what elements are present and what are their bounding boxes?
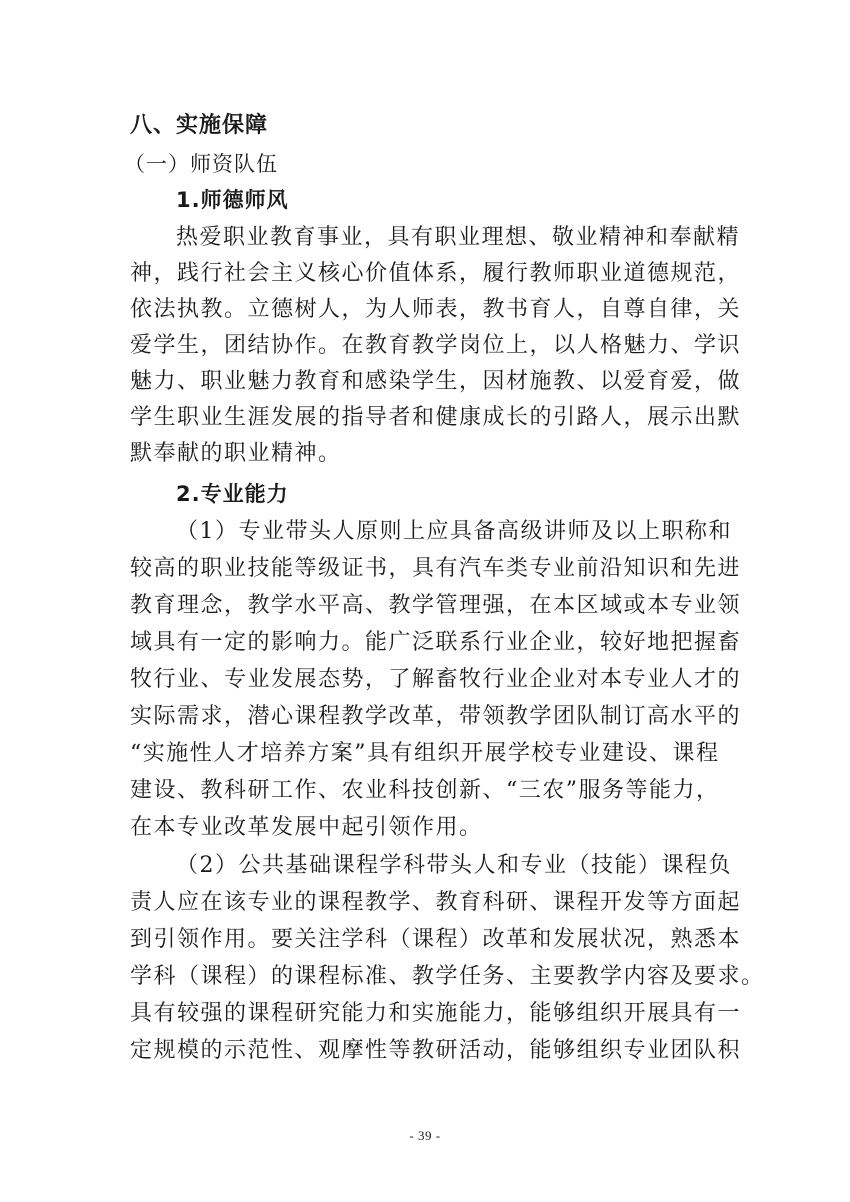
paragraph-line: 神，践行社会主义核心价值体系，履行教师职业道德规范，	[130, 261, 742, 286]
paragraph-line: （1）专业带头人原则上应具备高级讲师及以上职称和	[176, 519, 732, 544]
paragraph-line: 魅力、职业魅力教育和感染学生，因材施教、以爱育爱，做	[130, 369, 742, 394]
paragraph-line: 较高的职业技能等级证书，具有汽车类专业前沿知识和先进	[130, 556, 742, 581]
item1-heading: 1.师德师风	[176, 188, 289, 212]
paragraph-line: 爱学生，团结协作。在教育教学岗位上，以人格魅力、学识	[130, 333, 742, 358]
paragraph-line: 责人应在该专业的课程教学、教育科研、课程开发等方面起	[130, 890, 742, 915]
item2-heading: 2.专业能力	[176, 482, 289, 506]
paragraph-line: （2）公共基础课程学科带头人和专业（技能）课程负	[176, 853, 732, 878]
paragraph-line: 教育理念，教学水平高、教学管理强，在本区域或本专业领	[130, 593, 742, 618]
paragraph-line: 域具有一定的影响力。能广泛联系行业企业，较好地把握畜	[130, 630, 742, 655]
paragraph-line: 到引领作用。要关注学科（课程）改革和发展状况，熟悉本	[130, 927, 742, 952]
paragraph-line: 建设、教科研工作、农业科技创新、“三农”服务等能力，	[130, 778, 720, 803]
section-heading: 八、实施保障	[130, 113, 269, 138]
paragraph-line: 默奉献的职业精神。	[130, 441, 342, 466]
paragraph-line: 学科（课程）的课程标准、教学任务、主要教学内容及要求。	[130, 964, 765, 989]
paragraph-line: 具有较强的课程研究能力和实施能力，能够组织开展具有一	[130, 1001, 742, 1026]
paragraph-line: 在本专业改革发展中起引领作用。	[130, 815, 483, 840]
page-number: - 39 -	[409, 1128, 441, 1143]
paragraph-line: 定规模的示范性、观摩性等教研活动，能够组织专业团队积	[130, 1038, 742, 1063]
paragraph-line: 学生职业生涯发展的指导者和健康成长的引路人，展示出默	[130, 405, 742, 430]
paragraph-line: 热爱职业教育事业，具有职业理想、敬业精神和奉献精	[176, 225, 741, 250]
paragraph-line: 实际需求，潜心课程教学改革，带领教学团队制订高水平的	[130, 704, 742, 729]
subsection-heading: （一）师资队伍	[124, 152, 278, 176]
paragraph-line: 牧行业、专业发展态势，了解畜牧行业企业对本专业人才的	[130, 667, 742, 692]
paragraph-line: 依法执教。立德树人，为人师表，教书育人，自尊自律，关	[130, 297, 742, 322]
paragraph-line: “实施性人才培养方案”具有组织开展学校专业建设、课程	[130, 741, 720, 766]
